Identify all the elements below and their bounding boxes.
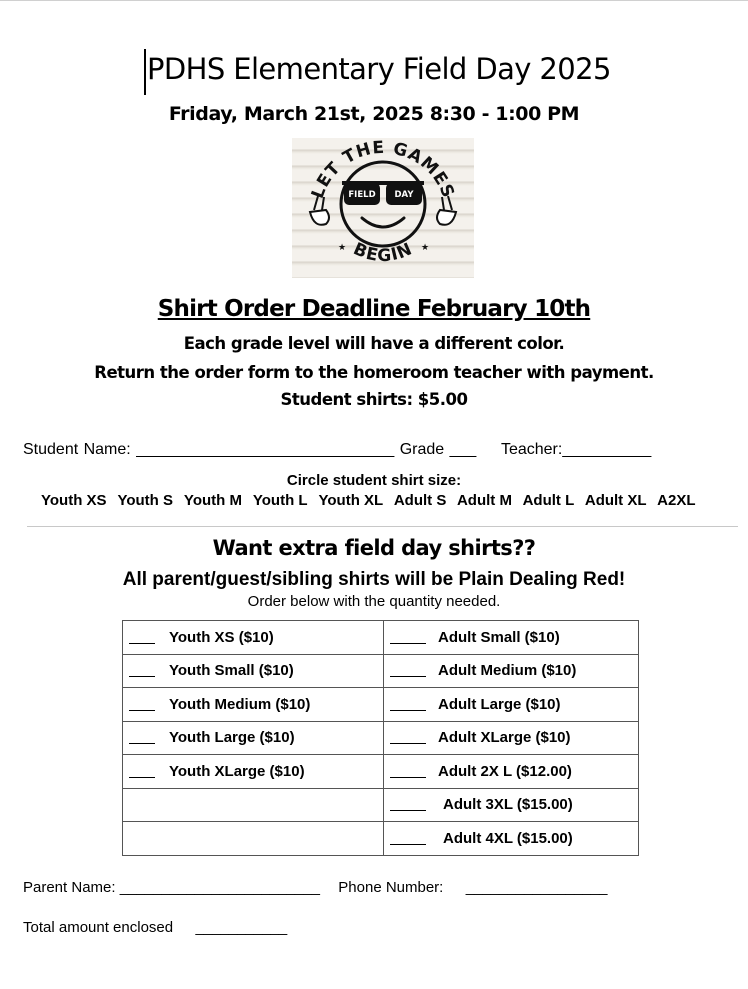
empty-cell: [123, 822, 384, 856]
quantity-blank[interactable]: [129, 743, 155, 744]
order-item-label: Youth XS ($10): [169, 628, 274, 646]
size-option[interactable]: Youth XS: [41, 492, 107, 509]
table-row: [123, 688, 639, 722]
order-instruction: Order below with the quantity needed.: [247, 593, 501, 610]
info-line-student-price: Student shirts: $5.00: [280, 390, 468, 409]
quantity-blank[interactable]: [129, 710, 155, 711]
quantity-blank[interactable]: [390, 810, 426, 811]
table-row: [123, 621, 639, 655]
field-day-logo: [292, 138, 474, 278]
size-option[interactable]: Youth L: [252, 492, 308, 509]
order-cell: [384, 721, 639, 755]
size-option[interactable]: A2XL: [657, 492, 696, 509]
quantity-blank[interactable]: [390, 643, 426, 644]
phone-label: Phone Number:: [338, 879, 444, 896]
order-item-label: Youth XLarge ($10): [169, 762, 305, 780]
student-name-label: Student Name:: [23, 441, 131, 458]
total-label: Total amount enclosed: [23, 919, 174, 936]
teacher-label: Teacher:: [500, 441, 563, 458]
order-cell: [384, 688, 639, 722]
quantity-blank[interactable]: [390, 676, 426, 677]
svg-text:★: ★: [421, 243, 430, 253]
size-option[interactable]: Youth M: [183, 492, 242, 509]
quantity-blank[interactable]: [129, 777, 155, 778]
top-border: [0, 0, 748, 1]
red-shirt-note: All parent/guest/sibling shirts will be Plain Dealing Red!: [122, 569, 626, 590]
logo-bottom-text: BEGIN: [350, 239, 416, 267]
table-row: [123, 721, 639, 755]
order-item-label: Adult 4XL ($15.00): [443, 829, 573, 847]
order-item-label: Youth Large ($10): [169, 729, 295, 747]
empty-cell: [123, 788, 384, 822]
student-name-field[interactable]: _____________________________: [136, 441, 395, 458]
section-divider: [27, 526, 738, 527]
logo-glasses-left-text: FIELD: [348, 190, 376, 200]
svg-text:BEGIN: [350, 239, 415, 266]
order-item-label: Adult XLarge ($10): [438, 729, 571, 747]
quantity-blank[interactable]: [390, 777, 426, 778]
order-item-label: Adult Large ($10): [438, 695, 561, 713]
order-item-label: Adult 2X L ($12.00): [438, 762, 572, 780]
order-item-label: Adult Medium ($10): [438, 662, 577, 680]
table-row: [123, 822, 639, 856]
shirt-order-table: [122, 620, 639, 856]
quantity-blank[interactable]: [390, 743, 426, 744]
size-option[interactable]: Adult XL: [584, 492, 647, 509]
order-cell: [123, 654, 384, 688]
parent-info-line: [23, 879, 608, 896]
size-option[interactable]: Adult L: [522, 492, 575, 509]
logo-top-text: LET THE GAMES: [307, 138, 459, 202]
svg-text:★: ★: [338, 243, 347, 253]
svg-text:LET THE GAMES: [308, 138, 458, 201]
order-item-label: Adult Small ($10): [438, 628, 560, 646]
parent-name-label: Parent Name:: [23, 879, 116, 896]
order-cell: [123, 721, 384, 755]
order-cell: [123, 621, 384, 655]
total-field[interactable]: ___________: [195, 919, 288, 936]
quantity-blank[interactable]: [390, 844, 426, 845]
grade-field[interactable]: ___: [449, 441, 477, 458]
deadline-heading: Shirt Order Deadline February 10th: [157, 296, 591, 322]
student-size-options: [41, 492, 702, 509]
parent-name-field[interactable]: ________________________: [119, 879, 320, 896]
size-option[interactable]: Adult M: [456, 492, 512, 509]
size-option[interactable]: Adult S: [393, 492, 447, 509]
order-cell: [123, 755, 384, 789]
quantity-blank[interactable]: [390, 710, 426, 711]
phone-field[interactable]: _________________: [465, 879, 608, 896]
table-row: [123, 755, 639, 789]
order-item-label: Adult 3XL ($15.00): [443, 796, 573, 814]
smiley-sunglasses-icon: [292, 138, 474, 278]
info-line-grade-color: Each grade level will have a different color.: [183, 334, 565, 353]
quantity-blank[interactable]: [129, 643, 155, 644]
page-title: PDHS Elementary Field Day 2025: [147, 52, 611, 86]
order-cell: [123, 688, 384, 722]
size-option[interactable]: Youth S: [117, 492, 174, 509]
order-cell: [384, 822, 639, 856]
order-cell: [384, 755, 639, 789]
grade-label: Grade: [399, 441, 445, 458]
size-option[interactable]: Youth XL: [318, 492, 384, 509]
order-cell: [384, 788, 639, 822]
order-cell: [384, 621, 639, 655]
quantity-blank[interactable]: [129, 676, 155, 677]
table-row: [123, 654, 639, 688]
text-cursor: [144, 49, 146, 95]
order-item-label: Youth Medium ($10): [169, 695, 311, 713]
circle-size-label: Circle student shirt size:: [286, 472, 462, 489]
info-line-return-form: Return the order form to the homeroom teacher with payment.: [94, 363, 654, 382]
order-item-label: Youth Small ($10): [169, 662, 294, 680]
total-line: [23, 919, 287, 936]
table-row: [123, 788, 639, 822]
teacher-field[interactable]: __________: [562, 441, 652, 458]
logo-glasses-right-text: DAY: [394, 190, 414, 200]
event-date: Friday, March 21st, 2025 8:30 - 1:00 PM: [168, 103, 580, 125]
student-info-line: [23, 441, 651, 459]
order-cell: [384, 654, 639, 688]
extra-shirts-heading: Want extra field day shirts??: [212, 536, 536, 560]
